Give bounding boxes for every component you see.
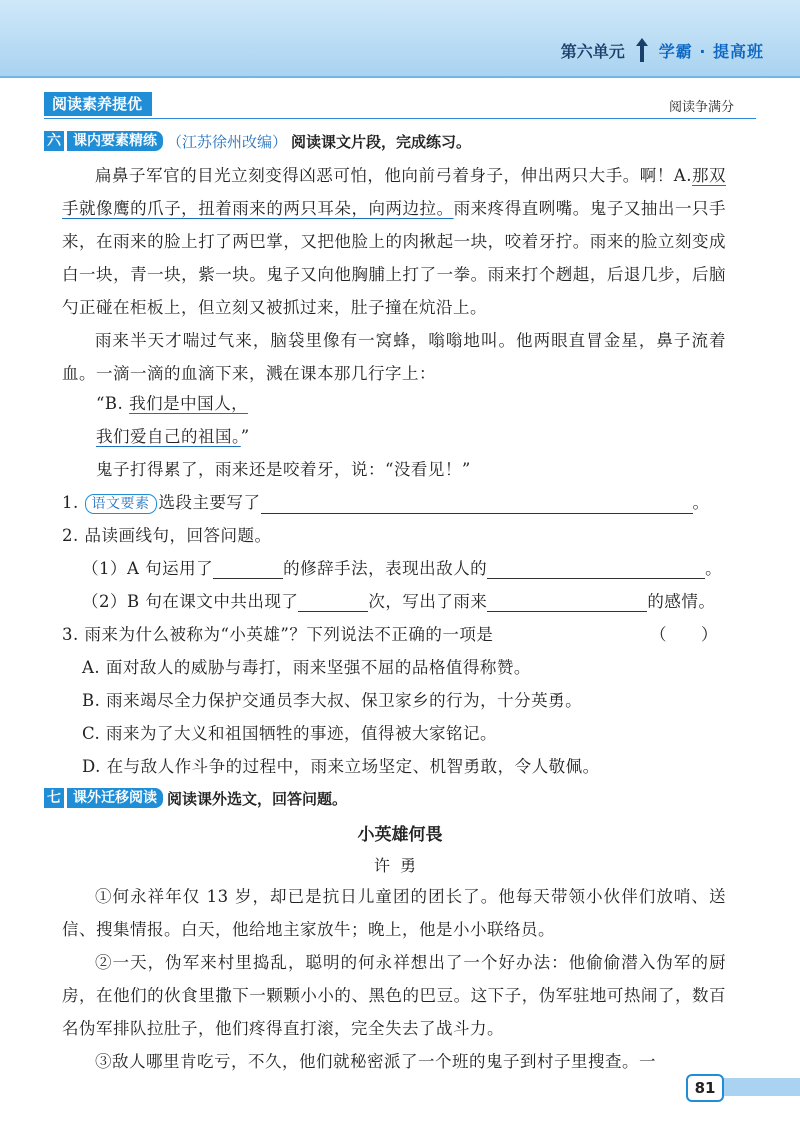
- part7-instruction: 阅读课外选文，回答问题。: [167, 789, 348, 808]
- question-2-2: [82, 588, 715, 612]
- sentence-b-line-2: 我们爱自己的祖国。: [96, 427, 241, 446]
- article-paragraph-1: ①何永祥年仅 13 岁，却已是抗日儿童团的团长了。他每天带领小伙伴们放哨、送信、搜集情报。白天，他给地主家放牛；晚上，他是小小联络员。: [62, 887, 726, 939]
- part7-number: 七: [44, 788, 64, 808]
- part6-instruction: 阅读课文片段，完成练习。: [291, 132, 472, 151]
- p1-text-b: 雨来疼得直咧嘴。鬼子又抽出一只手来，在雨来的脸上打了两巴掌，又把他脸上的肉揪起一块，咬着牙拧。雨来的脸立刻变成白一块，青一块，紫一块。鬼子又向他胸脯上打了一拳。雨来打个趔趄，后退几步，后脑勺正碰在柜板上，但立刻又被抓过来，肚子撞在炕沿上。: [62, 199, 727, 317]
- part6-heading: [44, 130, 471, 152]
- q1-end: 。: [692, 493, 710, 512]
- p1-text-a: 扁鼻子军官的目光立刻变得凶恶可怕，他向前弓着身子，伸出两只大手。啊！A.: [95, 166, 692, 185]
- q2-2-text-b: 次，写出了雨来: [368, 592, 488, 611]
- q1-text: 选段主要写了: [158, 493, 261, 512]
- q2-1-text-b: 的修辞手法，表现出敌人的: [283, 559, 488, 578]
- article-paragraph-2: ②一天，伪军来村里捣乱，聪明的何永祥想出了一个好办法：他偷偷潜入伪军的厨房，在他们的伙食里撒下一颗颗小小的、黑色的巴豆。这下子，伪军驻地可热闹了，数百名伪军排队拉肚子，他们疼得直打滚，完全失去了战斗力。: [62, 953, 726, 1038]
- section-right-label: 阅读争满分: [668, 100, 734, 115]
- quote-line-1: [96, 390, 248, 414]
- part6-number: 六: [44, 131, 64, 151]
- question-1: [62, 489, 710, 514]
- unit-label: 第六单元: [560, 41, 625, 61]
- q2-1-text-a: （1）A 句运用了: [82, 559, 214, 578]
- question-3: 3. 雨来为什么被称为“小英雄”？下列说法不正确的一项是: [62, 625, 494, 644]
- page-number: 81: [686, 1074, 724, 1102]
- article-paragraph-3: ③敌人哪里肯吃亏，不久，他们就秘密派了一个班的鬼子到村子里搜查。一: [95, 1052, 656, 1071]
- sentence-b-line-1: 我们是中国人，: [129, 394, 249, 413]
- quote-open: “B.: [96, 394, 124, 413]
- part6-paragraph-2: 雨来半天才喘过气来，脑袋里像有一窝蜂，嗡嗡地叫。他两眼直冒金星，鼻子流着血。一滴一滴的血滴下来，溅在课本那几行字上：: [62, 331, 726, 383]
- page-number-bar: [720, 1078, 800, 1096]
- option-b[interactable]: B. 雨来竭尽全力保护交通员李大叔、保卫家乡的行为，十分英勇。: [82, 691, 583, 710]
- part6-name: 课内要素精练: [67, 131, 163, 151]
- option-a[interactable]: A. 面对敌人的威胁与毒打，雨来坚强不屈的品格值得称赞。: [82, 658, 531, 677]
- question-2-1: [82, 555, 722, 579]
- q1-number: 1.: [62, 493, 79, 512]
- question-3-answer-paren[interactable]: （ ）: [650, 625, 718, 644]
- question-2: 2. 品读画线句，回答问题。: [62, 526, 272, 545]
- arrow-up-icon: [633, 36, 651, 64]
- part7-name: 课外迁移阅读: [67, 788, 163, 808]
- part6-paragraph-1: [62, 159, 726, 324]
- part6-paragraph-3: 鬼子打得累了，雨来还是咬着牙，说：“没看见！”: [96, 460, 471, 479]
- q2-2-text-c: 的感情。: [647, 592, 716, 611]
- q2-1-text-c: 。: [705, 559, 723, 578]
- q2-2-text-a: （2）B 句在课文中共出现了: [82, 592, 299, 611]
- q1-tag: 语文要素: [85, 494, 157, 514]
- q1-answer-blank[interactable]: [261, 495, 693, 514]
- q2-2-blank-b[interactable]: [487, 593, 647, 612]
- sentence-a-underlined: 那双手就像鹰的爪子，扭着雨来的两只耳朵，向两边拉。: [62, 166, 726, 218]
- q2-1-blank-b[interactable]: [487, 560, 705, 579]
- part7-heading: [44, 787, 347, 809]
- article-title: 小英雄何畏: [357, 825, 443, 845]
- option-d[interactable]: D. 在与敌人作斗争的过程中，雨来立场坚定、机智勇敢，令人敬佩。: [82, 757, 600, 776]
- part6-source: （江苏徐州改编）: [167, 132, 288, 151]
- q2-2-blank-a[interactable]: [298, 593, 368, 612]
- q2-1-blank-a[interactable]: [213, 560, 283, 579]
- quote-close: ”: [240, 427, 250, 446]
- article-author: 许勇: [373, 856, 426, 875]
- option-c[interactable]: C. 雨来为了大义和祖国牺牲的事迹，值得被大家铭记。: [82, 724, 498, 743]
- quote-line-2: [96, 423, 250, 447]
- brand-label: 学霸 · 提高班: [658, 41, 764, 61]
- header-right: [561, 36, 764, 64]
- section-bar: [44, 92, 756, 119]
- section-title: 阅读素养提优: [44, 92, 152, 116]
